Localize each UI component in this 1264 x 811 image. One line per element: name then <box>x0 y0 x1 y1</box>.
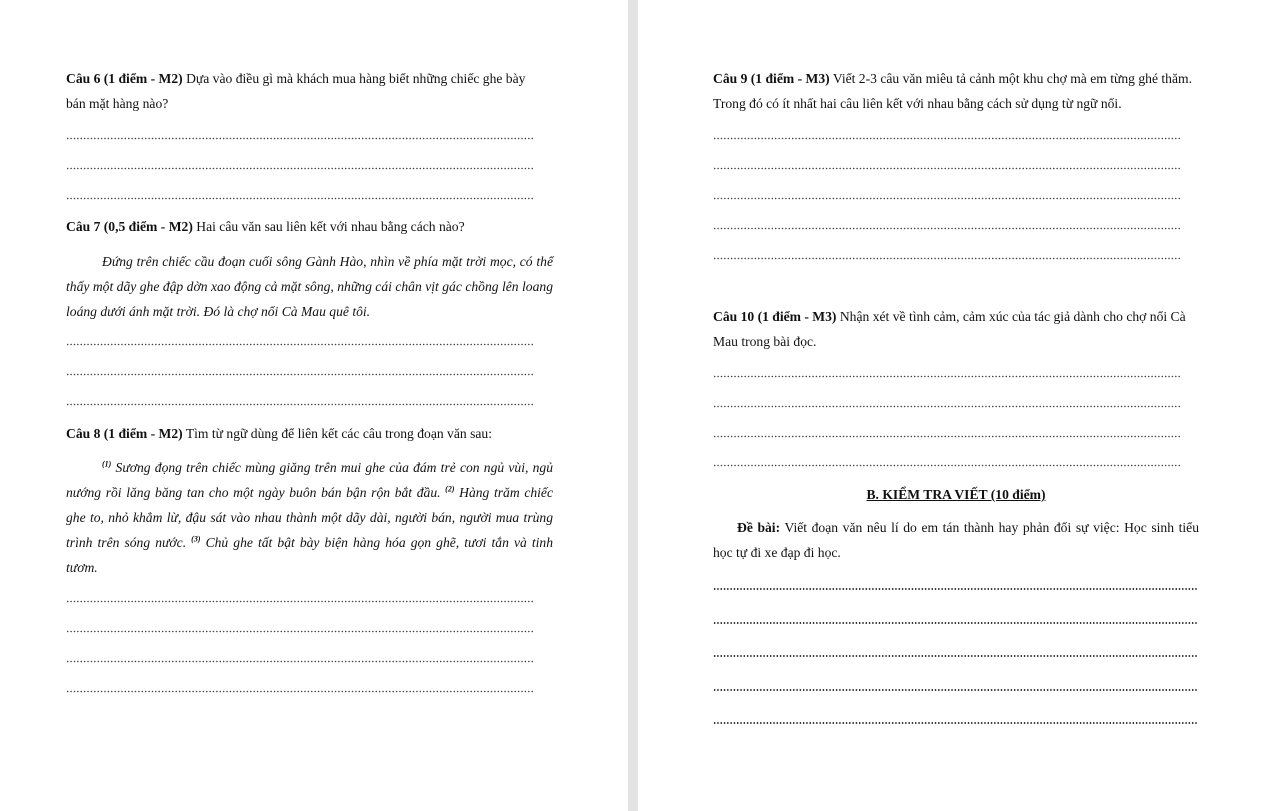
writing-topic-text: Viết đoạn văn nêu lí do em tán thành hay phản đối sự việc: Học sinh tiểu học tự đi xe đạp đi học. <box>713 520 1199 560</box>
question-10 <box>713 304 1203 354</box>
answer-line <box>713 257 1180 260</box>
answer-line <box>66 690 533 693</box>
document-page-left <box>0 0 628 811</box>
question-9 <box>713 66 1203 116</box>
sentence-1: Sương đọng trên chiếc mùng giăng trên mui ghe của đám trẻ con ngủ vùi, ngủ nướng rồi lăng băng tan cho một ngày buôn bán bận rộn bắt đầu. <box>66 460 553 500</box>
section-b-heading: B. KIỂM TRA VIẾT (10 điểm) <box>866 487 1046 502</box>
writing-topic-label: Đề bài: <box>737 520 781 535</box>
writing-topic <box>713 515 1199 565</box>
answer-line <box>66 600 533 603</box>
question-9-text: Viết 2-3 câu văn miêu tả cảnh một khu chợ mà em từng ghé thăm. Trong đó có ít nhất hai câu liên kết với nhau bằng cách sử dụng từ ngữ nối. <box>713 71 1192 111</box>
question-8 <box>66 421 566 446</box>
question-10-text: Nhận xét về tình cảm, cảm xúc của tác giả dành cho chợ nổi Cà Mau trong bài đọc. <box>713 309 1186 349</box>
writing-line <box>713 688 1198 692</box>
question-10-label: Câu 10 (1 điểm - M3) <box>713 309 837 324</box>
answer-line <box>66 343 533 346</box>
question-8-passage <box>66 455 553 580</box>
question-8-label: Câu 8 (1 điểm - M2) <box>66 426 183 441</box>
answer-line <box>66 373 533 376</box>
writing-line <box>713 721 1198 725</box>
question-8-text: Tìm từ ngữ dùng để liên kết các câu trong đoạn văn sau: <box>182 426 492 441</box>
answer-line <box>713 405 1180 408</box>
answer-line <box>66 660 533 663</box>
document-page-right <box>638 0 1264 811</box>
answer-line <box>713 227 1180 230</box>
question-7 <box>66 214 566 239</box>
answer-line <box>713 137 1180 140</box>
question-6 <box>66 66 536 116</box>
sentence-marker-3: (3) <box>191 534 201 544</box>
answer-line <box>713 197 1180 200</box>
answer-line <box>66 403 533 406</box>
answer-line <box>713 167 1180 170</box>
question-7-text: Hai câu văn sau liên kết với nhau bằng cách nào? <box>192 219 465 234</box>
sentence-marker-2: (2) <box>445 484 455 494</box>
question-7-label: Câu 7 (0,5 điểm - M2) <box>66 219 193 234</box>
answer-line <box>713 375 1180 378</box>
writing-line <box>713 621 1198 625</box>
sentence-2: Hàng trăm chiếc ghe to, nhỏ khẳm lừ, đậu sát vào nhau thành một dãy dài, người bán, người mua trùng trình trên sóng nước. <box>66 485 553 550</box>
question-6-label: Câu 6 (1 điểm - M2) <box>66 71 183 86</box>
answer-line <box>66 137 533 140</box>
answer-line <box>713 464 1180 467</box>
question-6-text: Dựa vào điều gì mà khách mua hàng biết những chiếc ghe bày bán mặt hàng nào? <box>66 71 526 111</box>
answer-line <box>66 630 533 633</box>
answer-line <box>66 167 533 170</box>
sentence-marker-1: (1) <box>102 459 112 469</box>
question-7-passage: Đứng trên chiếc cầu đoạn cuối sông Gành Hào, nhìn về phía mặt trời mọc, có thể thấy một dãy ghe đập dờn xao động cả mặt sông, những cái chân vịt gác chồng lên loang loáng dưới ánh mặt trời. Đó là chợ nổi Cà Mau quê tôi. <box>66 254 553 319</box>
page-gutter <box>628 0 638 811</box>
writing-line <box>713 587 1198 591</box>
writing-line <box>713 654 1198 658</box>
answer-line <box>66 197 533 200</box>
answer-line <box>713 435 1180 438</box>
sentence-3: Chủ ghe tất bật bày biện hàng hóa gọn ghẽ, tươi tắn và tinh tươm. <box>66 535 553 575</box>
question-9-label: Câu 9 (1 điểm - M3) <box>713 71 830 86</box>
